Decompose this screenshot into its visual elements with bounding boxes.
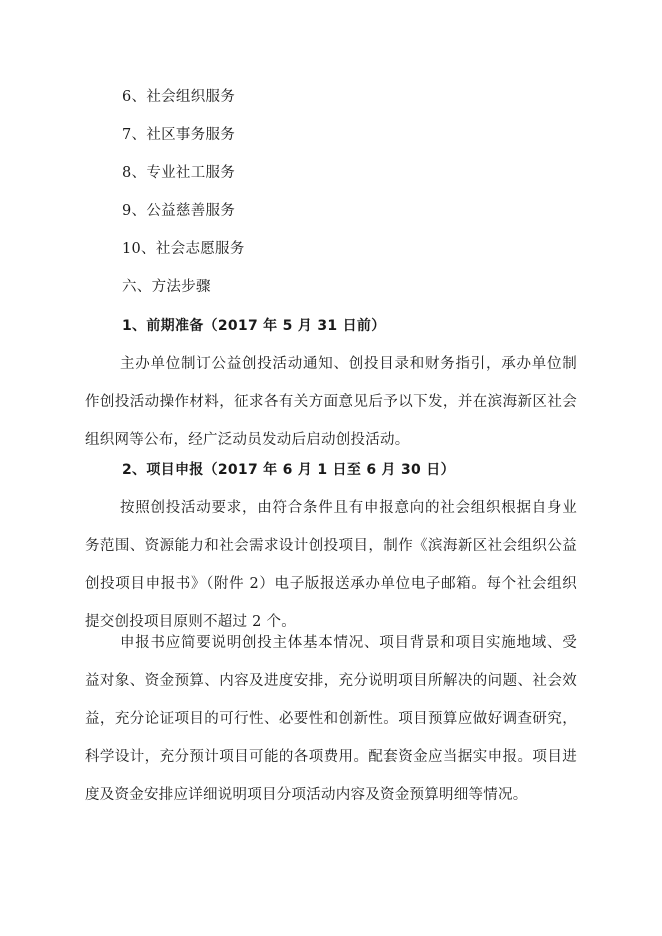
list-item: 9、公益慈善服务 — [122, 203, 236, 219]
step1-heading: 1、前期准备（2017 年 5 月 31 日前） — [122, 318, 386, 334]
step2-paragraph-1: 按照创投活动要求，由符合条件且有申报意向的社会组织根据自身业务范围、资源能力和社会需求设计创投项目，制作《滨海新区社会组织公益创投项目申报书》（附件 2）电子版报送承办单位电子邮箱。每个社会组织提交创投项目原则不超过 2 个。 — [85, 500, 577, 630]
list-item: 10、社会志愿服务 — [122, 241, 245, 257]
step2-heading: 2、项目申报（2017 年 6 月 1 日至 6 月 30 日） — [122, 462, 455, 478]
list-item: 6、社会组织服务 — [122, 89, 236, 105]
list-item: 8、专业社工服务 — [122, 165, 236, 181]
step2-paragraph-2: 申报书应简要说明创投主体基本情况、项目背景和项目实施地域、受益对象、资金预算、内容及进度安排，充分说明项目所解决的问题、社会效益，充分论证项目的可行性、必要性和创新性。项目预算应做好调查研究，科学设计，充分预计项目可能的各项费用。配套资金应当据实申报。项目进度及资金安排应详细说明项目分项活动内容及资金预算明细等情况。 — [85, 635, 577, 803]
section-heading: 六、方法步骤 — [122, 279, 211, 295]
list-item: 7、社区事务服务 — [122, 127, 236, 143]
step1-paragraph: 主办单位制订公益创投活动通知、创投目录和财务指引，承办单位制作创投活动操作材料，征求各有关方面意见后予以下发，并在滨海新区社会组织网等公布，经广泛动员发动后启动创投活动。 — [85, 356, 577, 448]
